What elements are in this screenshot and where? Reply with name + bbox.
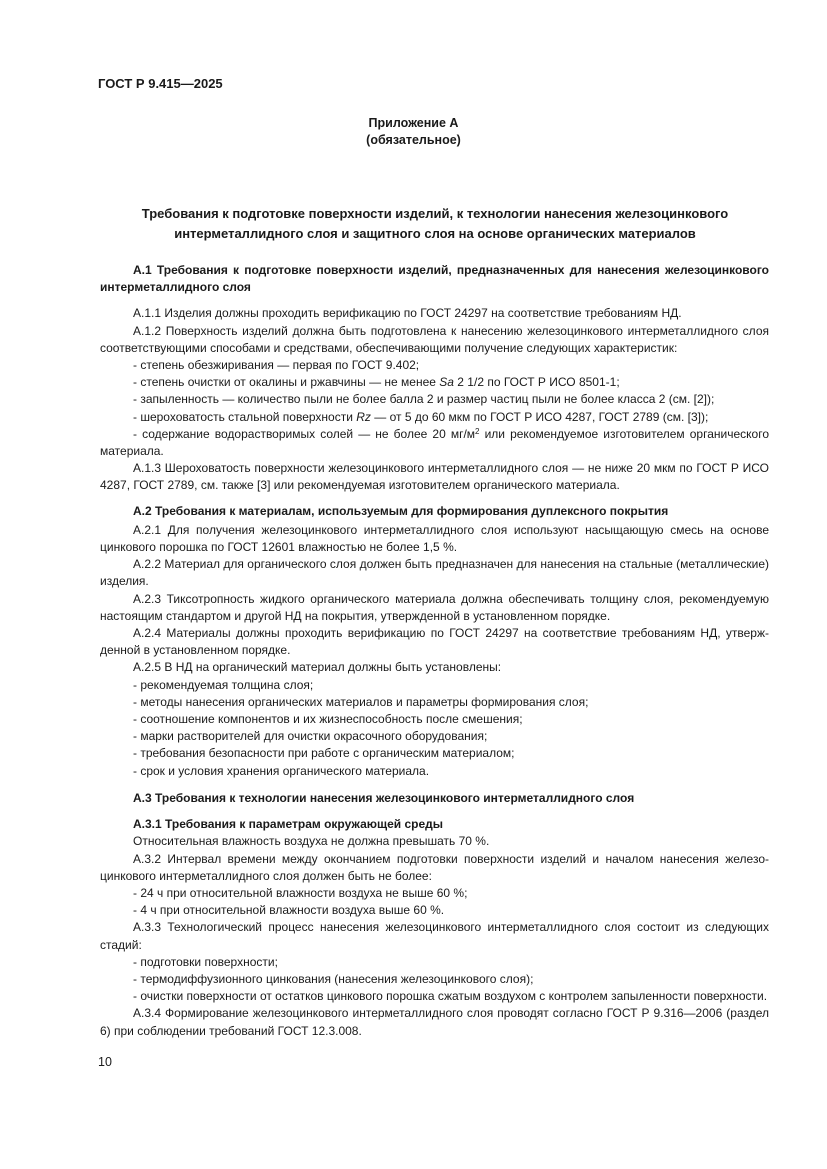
paragraph-a2-4: А.2.4 Материалы должны проходить верификацию по ГОСТ 24297 на соответствие требованиям НД, утвержденной в установленном порядке.: [100, 626, 769, 658]
annex-title: Приложение А: [368, 116, 459, 130]
list-item: - марки растворителей для очистки окрасочного оборудования;: [133, 729, 488, 744]
list-item-text: - степень очистки от окалины и ржавчины — не менее: [133, 375, 440, 390]
list-item: - степень обезжиривания — первая по ГОСТ 9.402;: [133, 358, 420, 373]
section-heading-a1: А.1 Требования к подготовке поверхности изделий, предназначенных для нанесения железоцинкового интерметаллидного слоя: [100, 263, 769, 295]
list-item: - запыленность — количество пыли не более балла 2 и размер частиц пыли не более класса 2 (см. [2]);: [133, 392, 715, 407]
paragraph-a3-1: Относительная влажность воздуха не должна превышать 70 %.: [133, 834, 490, 849]
document-body: [100, 262, 769, 1040]
paragraph-a2-1: А.2.1 Для получения железоцинкового интерметаллидного слоя используют насыщающую смесь на основе цинкового порошка по ГОСТ 12601 влажностью не более 1,5 %.: [100, 522, 769, 555]
paragraph-a1-3: А.1.3 Шероховатость поверхности железоцинкового интерметаллидного слоя — не ниже 20 мкм по ГОСТ Р ИСО 4287, ГОСТ 2789, см. также [3] или рекомендуемая изготовителем органического материала.: [100, 461, 769, 493]
document-title: Требования к подготовке поверхности изделий, к технологии нанесения железоцинкового интерметаллидного слоя и защитного слоя на основе органических материалов: [141, 206, 729, 241]
paragraph-a3-2: А.3.2 Интервал времени между окончанием подготовки поверхности изделий и началом нанесения железоцинкового интерметаллидного слоя должен быть не более:: [100, 851, 769, 883]
subsection-heading-a3-1: А.3.1 Требования к параметрам окружающей среды: [133, 817, 444, 832]
list-item: - методы нанесения органических материалов и параметры формирования слоя;: [133, 694, 589, 709]
list-item-text: — от 5 до 60 мкм по ГОСТ Р ИСО 4287, ГОСТ 2789 (см. [3]);: [370, 409, 709, 424]
list-item: [100, 426, 769, 460]
section-heading-a3: А.3 Требования к технологии нанесения железоцинкового интерметаллидного слоя: [133, 790, 635, 805]
paragraph-a2-2: А.2.2 Материал для органического слоя должен быть предназначен для нанесения на стальные (металлические) изделия.: [100, 557, 769, 589]
paragraph-a2-5: А.2.5 В НД на органический материал должны быть установлены:: [133, 660, 502, 675]
list-item: - подготовки поверхности;: [133, 954, 278, 969]
annex-status: (обязательное): [366, 133, 461, 147]
paragraph-a3-3: А.3.3 Технологический процесс нанесения железоцинкового интерметаллидного слоя состоит из следующих стадий:: [100, 920, 769, 952]
list-item-text: - содержание водорастворимых солей — не более 20 мг/м: [133, 426, 476, 441]
italic-symbol: Sa: [439, 375, 454, 390]
list-item: [100, 374, 769, 391]
document-header-id: ГОСТ Р 9.415—2025: [98, 76, 223, 91]
list-item: - рекомендуемая толщина слоя;: [133, 677, 314, 692]
paragraph-a3-4: А.3.4 Формирование железоцинкового интерметаллидного слоя проводят согласно ГОСТ Р 9.316—2006 (раздел 6) при соблюдении требований ГОСТ 12.3.008.: [100, 1006, 769, 1038]
list-item: - 24 ч при относительной влажности воздуха не выше 60 %;: [133, 885, 468, 900]
list-item: - термодиффузионного цинкования (нанесения железоцинкового слоя);: [133, 971, 534, 986]
paragraph-a2-3: А.2.3 Тиксотропность жидкого органического материала должна обеспечивать толщину слоя, рекомендуемую настоящим стандартом и другой НД на покрытия, утвержденной в установленном порядке.: [100, 591, 769, 623]
list-item-text: или рекомендуемое изготовителем органического материала.: [100, 426, 769, 459]
list-item: - очистки поверхности от остатков цинкового порошка сжатым воздухом с контролем запыленности поверхности.: [133, 989, 768, 1004]
paragraph-a1-2: А.1.2 Поверхность изделий должна быть подготовлена к нанесению железоцинкового интерметаллидного слоя соответствующими способами и средствами, обеспечивающими получение следующих характеристик:: [100, 323, 769, 355]
list-item: - соотношение компонентов и их жизнеспособность после смешения;: [133, 712, 523, 727]
list-item: - требования безопасности при работе с органическим материалом;: [133, 746, 515, 761]
list-item: [100, 409, 769, 426]
italic-symbol: Rz: [356, 409, 371, 424]
list-item-text: - шероховатость стальной поверхности: [133, 409, 357, 424]
superscript: 2: [475, 426, 480, 436]
page-number: 10: [98, 1055, 112, 1069]
list-item: - срок и условия хранения органического материала.: [133, 763, 430, 778]
list-item-text: 2 1/2 по ГОСТ Р ИСО 8501-1;: [453, 375, 620, 390]
list-item: - 4 ч при относительной влажности воздуха выше 60 %.: [133, 903, 445, 918]
paragraph-a1-1: А.1.1 Изделия должны проходить верификацию по ГОСТ 24297 на соответствие требованиям НД.: [133, 306, 682, 321]
section-heading-a2: А.2 Требования к материалам, используемым для формирования дуплексного покрытия: [133, 503, 669, 518]
